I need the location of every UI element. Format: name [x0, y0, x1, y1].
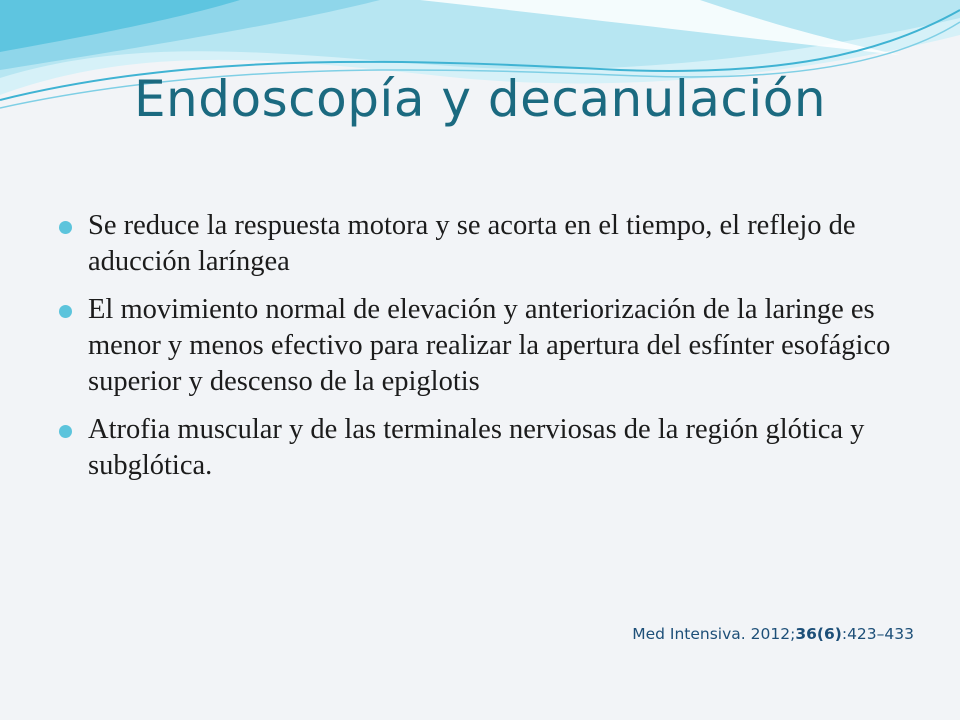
bullet-item: [58, 412, 908, 484]
bullet-text: Se reduce la respuesta motora y se acorta en el tiempo, el reflejo de aducción laríngea: [88, 210, 856, 277]
bullet-text: Atrofia muscular y de las terminales nerviosas de la región glótica y subglótica.: [88, 414, 865, 481]
bullet-dot-icon: [59, 305, 72, 318]
citation-journal: Med Intensiva. 2012;: [632, 625, 796, 643]
citation-volume: 36(6): [795, 625, 842, 643]
bullet-dot-icon: [59, 425, 72, 438]
slide-title: Endoscopía y decanulación: [133, 70, 827, 128]
bullet-item: [58, 208, 908, 280]
citation-pages: :423–433: [841, 625, 914, 643]
bullet-dot-icon: [59, 221, 72, 234]
bullet-text: El movimiento normal de elevación y anteriorización de la laringe es menor y menos efectivo para realizar la apertura del esfínter esofágico superior y descenso de la epiglotis: [88, 294, 891, 397]
citation: [632, 625, 914, 643]
bullet-item: [58, 292, 908, 400]
bullet-list: [58, 208, 908, 496]
